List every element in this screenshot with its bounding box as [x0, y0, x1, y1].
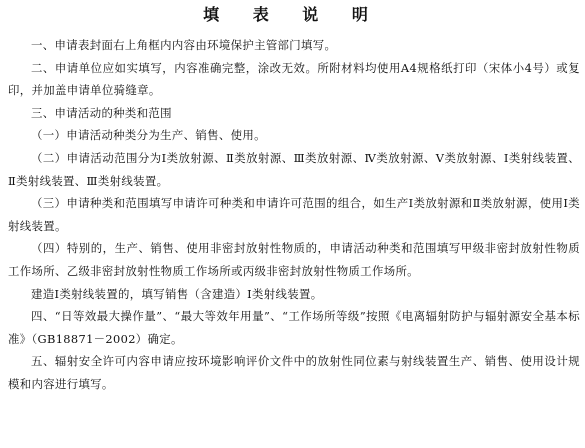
- paragraph-10: 五、辐射安全许可内容申请应按环境影响评价文件中的放射性同位素与射线装置生产、销售、使用设计规模和内容进行填写。: [8, 354, 580, 391]
- paragraph-8: 建造Ⅰ类射线装置的，填写销售（含建造）Ⅰ类射线装置。: [31, 286, 323, 301]
- paragraph-5: （二）申请活动范围分为Ⅰ类放射源、Ⅱ类放射源、Ⅲ类放射源、Ⅳ类放射源、Ⅴ类放射源、Ⅰ类射线装置、Ⅱ类射线装置、Ⅲ类射线装置。: [8, 150, 580, 188]
- paragraph-2: 二、申请单位应如实填写，内容准确完整，涂改无效。所附材料均使用A4规格纸打印（宋体小4号）或复印，并加盖申请单位骑缝章。: [8, 60, 580, 98]
- paragraph-1: 一、申请表封面右上角框内内容由环境保护主管部门填写。: [31, 38, 337, 52]
- paragraph-7: （四）特别的，生产、销售、使用非密封放射性物质的，申请活动种类和范围填写甲级非密封放射性物质工作场所、乙级非密封放射性物质工作场所或丙级非密封放射性物质工作场所。: [8, 241, 580, 278]
- paragraph-3: 三、申请活动的种类和范围: [31, 105, 172, 120]
- paragraph-4: （一）申请活动种类分为生产、销售、使用。: [31, 128, 266, 143]
- document-body: [8, 34, 580, 396]
- paragraph-9: 四、“日等效最大操作量”、“最大等效年用量”、“工作场所等级”按照《电离辐射防护与辐射源安全基本标准》（GB18871－2002）确定。: [8, 309, 580, 346]
- paragraph-6: （三）申请种类和范围填写申请许可种类和申请许可范围的组合，如生产Ⅰ类放射源和Ⅱ类放射源，使用Ⅰ类射线装置。: [8, 196, 580, 233]
- document-title: 填 表 说 明: [203, 5, 382, 24]
